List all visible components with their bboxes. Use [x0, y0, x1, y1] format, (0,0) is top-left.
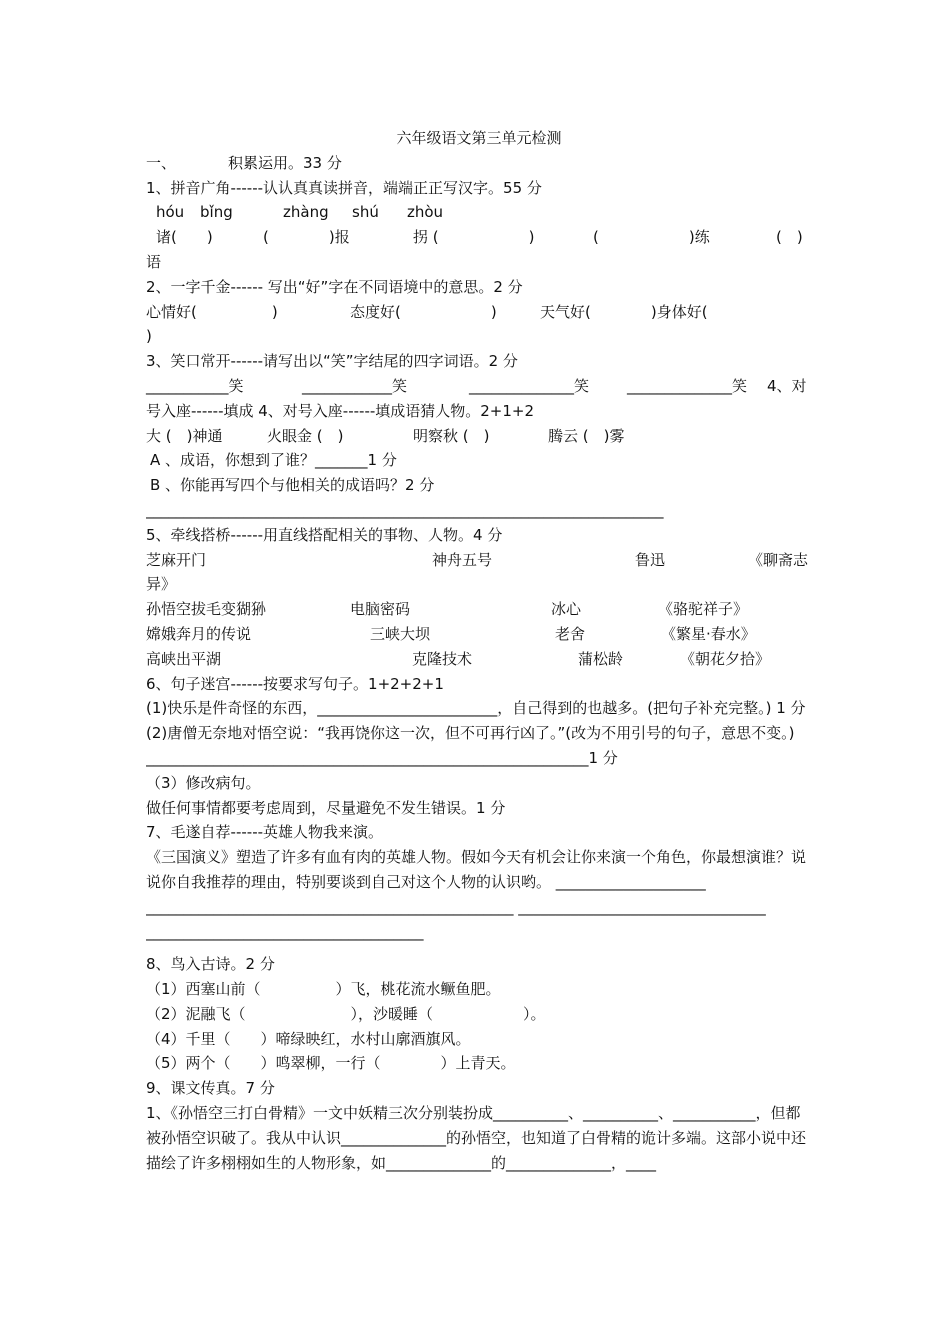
q1-heading: 1、拼音广角------认认真真读拼音，端端正正写汉字。55 分: [146, 178, 542, 197]
q1-pinyin-row: [146, 200, 812, 225]
q2-item-3: 天气好( )身体好(: [540, 302, 708, 321]
q5-row-2: [146, 597, 812, 622]
section-one-heading: [146, 151, 812, 176]
q1-word-row: [146, 225, 812, 250]
q2-item-2: 态度好( ): [350, 302, 497, 321]
q5-r4-c: 蒲松龄: [578, 649, 624, 668]
q1-word-4: ( )练: [593, 228, 710, 247]
q5-r2-d: 《骆驼祥子》: [658, 600, 749, 619]
q5-row-3: [146, 622, 812, 647]
q1-wrap: 语: [146, 252, 162, 271]
q5-r2-a: 孙悟空拔毛变猢狲: [146, 600, 267, 619]
q3-blank-4: ______________笑: [627, 376, 748, 395]
q8-item-4: （5）两个（ ）鸣翠柳，一行（ ）上青天。: [146, 1054, 516, 1073]
section-label: 积累运用。33 分: [228, 153, 342, 172]
q2-heading: 2、一字千金------ 写出“好”字在不同语境中的意思。2 分: [146, 277, 523, 296]
q2-item-1: 心情好( ): [146, 302, 278, 321]
q4-idioms: [146, 424, 812, 449]
q5-r4-b: 克隆技术: [412, 649, 473, 668]
q5-row-4: [146, 647, 812, 672]
q5-r1-b: 神舟五号: [432, 550, 493, 569]
q3-blank-1: ___________笑: [146, 376, 244, 395]
q8-item-1: （1）西塞山前（ ）飞，桃花流水鳜鱼肥。: [146, 980, 501, 999]
q4-idiom-2: 火眼金 ( ): [267, 426, 344, 445]
q4-b: B 、你能再写四个与他相关的成语吗？2 分: [150, 476, 435, 495]
q5-r3-a: 嫦娥奔月的传说: [146, 624, 252, 643]
q4-idiom-1: 大 ( )神通: [146, 426, 223, 445]
q6-sentence-3: （3）修改病句。: [146, 773, 261, 792]
section-number: 一、: [146, 153, 177, 172]
q3-heading: 3、笑口常开------请写出以“笑”字结尾的四字词语。2 分: [146, 352, 518, 371]
q4-idiom-4: 腾云 ( )雾: [548, 426, 625, 445]
q6-sentence-3-text: 做任何事情都要考虑周到，尽量避免不发生错误。1 分: [146, 798, 506, 817]
q4-heading: 号入座------填成 4、对号入座------填成语猜人物。2+1+2: [146, 401, 535, 420]
q7-answer-line-1: _________________________________________________ _________________________________: [146, 897, 766, 916]
q6-sentence-2-answer: ___________________________________________________________1 分: [146, 748, 618, 767]
q5-r3-b: 三峡大坝: [370, 624, 431, 643]
q7-text: 《三国演义》塑造了许多有血有肉的英雄人物。假如今天有机会让你来演一个角色，你最想演谁？说说你自我推荐的理由，特别要谈到自己对这个人物的认识哟。 ____________________: [146, 848, 807, 891]
pinyin-zhang: zhàng: [283, 203, 329, 222]
q5-heading: 5、牵线搭桥------用直线搭配相关的事物、人物。4 分: [146, 525, 503, 544]
pinyin-zhou: zhòu: [407, 203, 444, 222]
q5-r4-a: 高峡出平湖: [146, 649, 222, 668]
q3-blank-3: ______________笑: [469, 376, 590, 395]
q9-text: 1、《孙悟空三打白骨精》一文中妖精三次分别装扮成__________、__________、___________，但都被孙悟空识破了。我从中认识______________的孙悟空，也知道了白骨精的诡计多端。这部小说中还描绘了许多栩栩如生的人物形象，如______________的______________，____: [146, 1104, 807, 1172]
q7-answer-line-2: _____________________________________: [146, 922, 424, 941]
q6-sentence-2: (2)唐僧无奈地对悟空说：“我再饶你这一次，但不可再行凶了。”(改为不用引号的句子，意思不变。): [146, 724, 795, 743]
pinyin-bing: bǐng: [200, 203, 233, 222]
pinyin-hou: hóu: [156, 203, 185, 222]
q2-items: [146, 300, 812, 325]
q1-word-2: ( )报: [263, 228, 350, 247]
q9-heading: 9、课文传真。7 分: [146, 1079, 275, 1098]
q5-r2-b: 电脑密码: [350, 600, 411, 619]
q3-blanks: [146, 374, 812, 399]
q8-item-2: （2）泥融飞（ ），沙暖睡（ ）。: [146, 1004, 546, 1023]
q8-item-3: （4）千里（ ）啼绿映红，水村山廓酒旗风。: [146, 1029, 471, 1048]
q1-word-3: 拐 ( ): [413, 228, 535, 247]
q1-word-1: 诸( ): [156, 228, 213, 247]
q5-row-1-wrap: 异》: [146, 575, 177, 594]
q2-wrap: ): [146, 327, 152, 346]
page-title: 六年级语文第三单元检测: [396, 129, 562, 147]
q7-heading: 7、毛遂自荐------英雄人物我来演。: [146, 823, 384, 842]
q8-heading: 8、鸟入古诗。2 分: [146, 955, 275, 974]
q5-r3-d: 《繁星·春水》: [661, 624, 756, 643]
q5-r3-c: 老舍: [555, 624, 586, 643]
q4-b-answer-line: _____________________________________________________________________: [146, 500, 664, 519]
exam-content: [146, 126, 812, 1175]
q4-idiom-3: 明察秋 ( ): [413, 426, 490, 445]
q6-sentence-1: (1)快乐是件奇怪的东西，________________________，自己得到的也越多。(把句子补充完整。) 1 分: [146, 699, 806, 718]
q4-start: 4、对: [767, 376, 807, 395]
q5-r1-a: 芝麻开门: [146, 550, 207, 569]
q5-r1-d: 《聊斋志: [748, 550, 809, 569]
q5-r4-d: 《朝花夕拾》: [680, 649, 771, 668]
q5-r1-c: 鲁迅: [635, 550, 666, 569]
q4-a: A 、成语，你想到了谁？_______1 分: [150, 451, 397, 470]
pinyin-shu: shú: [352, 203, 379, 222]
q6-heading: 6、句子迷宫------按要求写句子。1+2+2+1: [146, 674, 444, 693]
q5-r2-c: 冰心: [551, 600, 582, 619]
q1-word-5: ( ): [776, 228, 803, 247]
q5-row-1: [146, 548, 812, 573]
q3-blank-2: ____________笑: [302, 376, 408, 395]
